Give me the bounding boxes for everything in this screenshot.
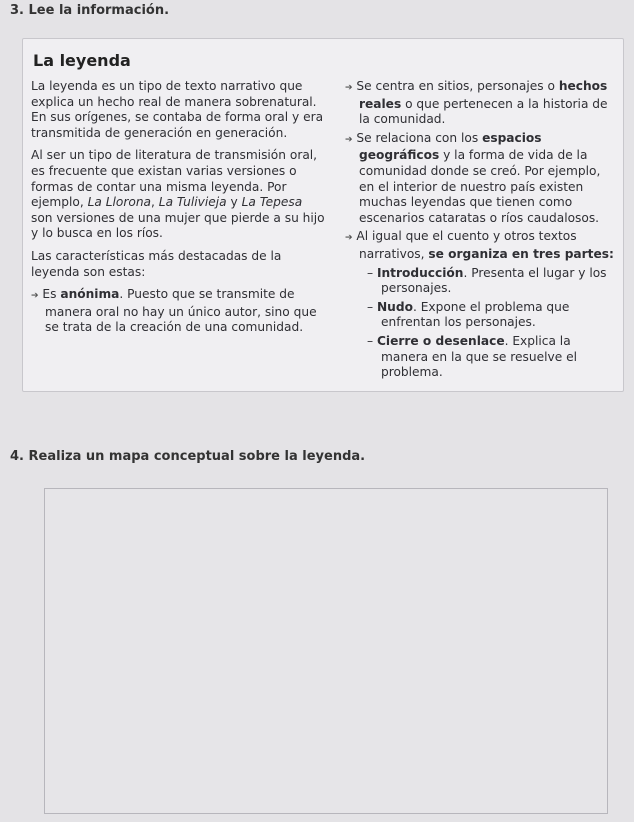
example-tepesa: La Tepesa (241, 195, 303, 210)
bullet-three-parts: ➔ Al igual que el cuento y otros textos narrativos, se organiza en tres partes: (345, 229, 614, 261)
dash-icon: – (367, 299, 374, 314)
concept-map-answer-box[interactable] (44, 488, 608, 814)
paragraph-definition: La leyenda es un tipo de texto narrativo que explica un hecho real de manera sobrenatural. En sus orígenes, se contaba de forma oral y era transmitida de generación en generación. (31, 79, 324, 140)
paragraph-characteristics-intro: Las características más destacadas de la leyenda son estas: (31, 248, 282, 279)
dash-icon: – (367, 265, 374, 280)
info-card (22, 38, 624, 392)
arrow-icon: ➔ (345, 134, 353, 145)
bullet-anonymous: ➔ Es anónima. Puesto que se transmite de manera oral no hay un único autor, sino que se trata de la creación de una comunidad. (31, 287, 317, 335)
question-4-number: 4. (10, 449, 24, 464)
bullet-real-facts: ➔ Se centra en sitios, personajes o hechos reales o que pertenecen a la historia de la comunidad. (345, 79, 608, 127)
question-3-text: Lee la información. (28, 3, 170, 18)
right-column (345, 79, 617, 384)
arrow-icon: ➔ (345, 83, 353, 93)
card-title: La leyenda (33, 51, 131, 70)
part-nudo: – Nudo. Expone el problema que enfrentan los personajes. (367, 299, 570, 330)
part-introduction: – Introducción. Presenta el lugar y los personajes. (367, 265, 607, 296)
example-tulivieja: La Tulivieja (158, 195, 227, 210)
question-3-number: 3. (10, 3, 24, 18)
part-closure: – Cierre o desenlace. Explica la manera en la que se resuelve el problema. (367, 333, 577, 380)
example-llorona: La Llorona (87, 195, 152, 210)
bullet-geographic-spaces: ➔ Se relaciona con los espacios geográficos y la forma de vida de la comunidad donde se creó. Por ejemplo, en el interior de nuestro país existen muchas leyendas que tienen como escenarios cataratas o ríos caudalosos. (345, 130, 601, 225)
question-4-text: Realiza un mapa conceptual sobre la leyenda. (28, 449, 366, 464)
left-column (31, 79, 326, 339)
paragraph-versions: Al ser un tipo de literatura de transmisión oral, es frecuente que existan varias versiones o formas de contar una misma leyenda. Por ejemplo, La Llorona, La Tulivieja y La Tepesa son versiones de una mujer que pierde a su hijo y lo busca en los ríos. (31, 148, 325, 241)
arrow-icon: ➔ (31, 291, 39, 302)
question-4 (10, 449, 365, 464)
arrow-icon: ➔ (345, 233, 353, 244)
dash-icon: – (367, 333, 374, 348)
question-3 (10, 3, 169, 18)
